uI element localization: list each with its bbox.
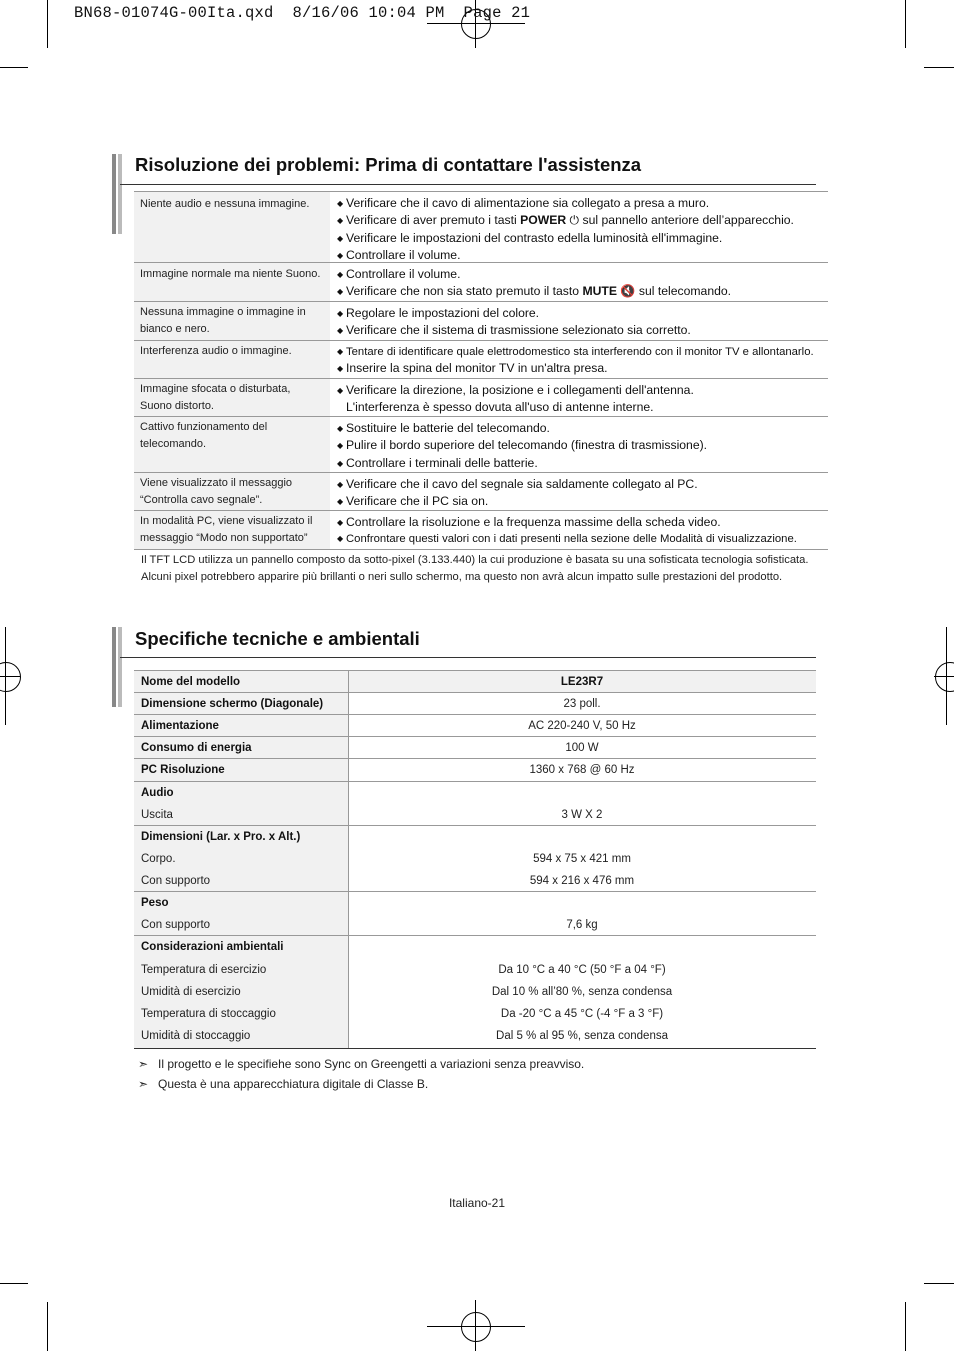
spec-label: Dimensione schermo (Diagonale) [141,698,324,710]
solution-cell [337,417,828,472]
spec-label: Alimentazione [141,720,219,732]
spec-value: LE23R7 [560,676,604,688]
problem-cell: In modalità PC, viene visualizzato il messaggio “Modo non supportato” [134,511,330,549]
spec-value: Dal 10 % all’80 %, senza condensa [491,986,673,998]
spec-note: ➣ Il progetto e le specifiehe sono Sync on Greengetti a variazioni senza preavviso. [138,1057,585,1071]
table-row [134,759,816,782]
solution-line: ◆ Verificare che il cavo del segnale sia saldamente collegato al PC. [337,477,698,491]
registration-mark [0,676,20,677]
table-row [134,302,828,341]
spec-label: PC Risoluzione [141,764,225,776]
solution-line: ◆ Controllare il volume. [337,248,461,263]
arrow-icon: ➣ [138,1057,149,1071]
solution-line: ◆ Tentare di identificare quale elettrodomestico sta interferendo con il monitor TV e allontanarlo. [337,346,814,358]
spec-label: Nome del modello [141,676,241,688]
registration-mark [475,1300,476,1351]
problem-cell: Nessuna immagine o immagine in bianco e nero. [134,302,330,340]
specs-title: Specifiche tecniche e ambientali [135,628,420,649]
solution-line: ◆ Verificare che il cavo di alimentazione sia collegato a presa a muro. [337,196,710,210]
solution-cell [337,263,828,301]
solution-line: ◆ Confrontare questi valori con i dati presenti nella sezione delle Modalità di visualizzazione. [337,533,797,546]
table-row [134,379,828,417]
solution-cell [337,302,828,340]
section-bar [118,627,122,707]
registration-mark [946,627,947,725]
table-row [134,341,828,379]
section-rule [120,657,816,658]
solution-line: ◆ Inserire la spina del monitor TV in un'altra presa. [337,361,608,376]
solution-cell [337,511,828,548]
spec-value: Da -20 °C a 45 °C (-4 °F a 3 °F) [500,1008,664,1020]
table-row [134,191,828,263]
spec-label: Temperatura di esercizio [141,964,267,976]
crop-mark [905,1302,906,1351]
solution-line: ◆ Verificare di aver premuto i tasti POWER ⏻ sul pannello anteriore dell’apparecchio. [337,213,794,228]
solution-line: ◆ Pulire il bordo superiore del telecomando (finestra di trasmissione). [337,438,708,453]
registration-mark [0,662,21,692]
table-row [134,715,816,737]
solution-line: ◆ Controllare i terminali delle batterie. [337,455,538,470]
spec-group-label: Dimensioni (Lar. x Pro. x Alt.) [141,831,301,843]
spec-group-label: Audio [141,787,174,799]
spec-value: 594 x 75 x 421 mm [533,853,631,865]
spec-note: ➣ Questa è una apparecchiatura digitale di Classe B. [138,1077,429,1091]
page-number: Italiano-21 [448,1196,506,1210]
crop-mark [47,0,48,48]
spec-group-label: Peso [141,897,169,909]
spec-label: Consumo di energia [141,742,252,754]
crop-mark [47,1302,48,1351]
spec-value: 3 W X 2 [561,809,603,821]
crop-mark [0,1283,28,1284]
crop-mark [924,67,954,68]
table-row [134,892,816,936]
spec-value: Dal 5 % al 95 %, senza condensa [496,1030,668,1042]
problem-cell: Niente audio e nessuna immagine. [134,192,330,262]
crop-mark [905,0,906,48]
section-bar [112,154,116,234]
troubleshooting-title: Risoluzione dei problemi: Prima di contattare l'assistenza [135,154,642,175]
registration-mark [934,676,954,677]
solution-line: ◆ Verificare che il PC sia on. [337,494,489,509]
registration-mark [5,627,6,725]
solution-cell [337,192,828,265]
table-row [134,670,816,693]
spec-label: Con supporto [141,875,211,887]
spec-label: Umidità di esercizio [141,986,241,998]
solution-cell [337,341,828,378]
table-row [134,693,816,715]
spec-value: Da 10 °C a 40 °C (50 °F a 04 °F) [498,964,666,976]
solution-line: ◆ Verificare che non sia stato premuto il tasto MUTE 🔇 sul telecomando. [337,284,732,299]
spec-value: 100 W [565,742,599,754]
file-slug: BN68-01074G-00Ita.qxd 8/16/06 10:04 PM Page 21 [74,4,531,22]
spec-label: Corpo. [141,853,176,865]
problem-cell: Cattivo funzionamento del telecomando. [134,417,330,472]
spec-group-label: Considerazioni ambientali [141,941,284,953]
table-row [134,737,816,759]
table-row [134,473,828,511]
spec-value: 23 poll. [563,698,601,710]
spec-value: 1360 x 768 @ 60 Hz [529,764,635,776]
solution-line: ◆ Sostituire le batterie del telecomando. [337,421,550,435]
solution-line: ◆ Verificare che il sistema di trasmissione selezionato sia corretto. [337,323,691,338]
spec-label: Temperatura di stoccaggio [141,1008,276,1020]
crop-mark [0,67,28,68]
solution-line: ◆ Controllare il volume. [337,267,461,281]
registration-mark [461,1312,491,1342]
section-bar [118,154,122,234]
registration-mark [427,1326,525,1327]
spec-value: 7,6 kg [566,919,598,931]
tft-lcd-note: Il TFT LCD utilizza un pannello composto da sotto-pixel (3.133.440) la cui produzione è basata su una sofisticata tecnologia sofisticata. Alcuni pixel potrebbero apparire più brillanti o neri sullo schermo, ma questo non avrà alcun impatto sulle prestazioni del prodotto. [141,554,809,583]
crop-mark [924,1283,954,1284]
table-row [134,511,828,550]
section-rule [120,184,816,185]
section-bar [112,627,116,707]
table-row [134,826,816,892]
solution-line: ◆ Verificare la direzione, la posizione e i collegamenti dell'antenna. [337,383,694,397]
problem-cell: Viene visualizzato il messaggio “Controlla cavo segnale”. [134,473,330,510]
table-row [134,936,816,1049]
solution-cell [337,379,828,416]
solution-line: ◆ Verificare le impostazioni del contrasto edella luminosità ell'immagine. [337,230,723,245]
problem-cell: Interferenza audio o immagine. [134,341,330,378]
arrow-icon: ➣ [138,1077,149,1091]
spec-label: Con supporto [141,919,211,931]
spec-label: Uscita [141,809,173,821]
solution-line: L'interferenza è spesso dovuta all'uso di antenne interne. [346,400,654,415]
solution-line: ◆ Regolare le impostazioni del colore. [337,306,540,320]
spec-value: 594 x 216 x 476 mm [529,875,635,887]
problem-cell: Immagine sfocata o disturbata, Suono distorto. [134,379,330,416]
table-row [134,263,828,302]
registration-mark [935,662,954,692]
problem-cell: Immagine normale ma niente Suono. [134,263,330,301]
spec-value: AC 220-240 V, 50 Hz [528,720,636,732]
table-row [134,417,828,473]
solution-line: ◆ Controllare la risoluzione e la frequenza massime della scheda video. [337,515,721,529]
solution-cell [337,473,828,511]
table-row [134,782,816,826]
registration-mark [427,23,525,24]
spec-label: Umidità di stoccaggio [141,1030,251,1042]
